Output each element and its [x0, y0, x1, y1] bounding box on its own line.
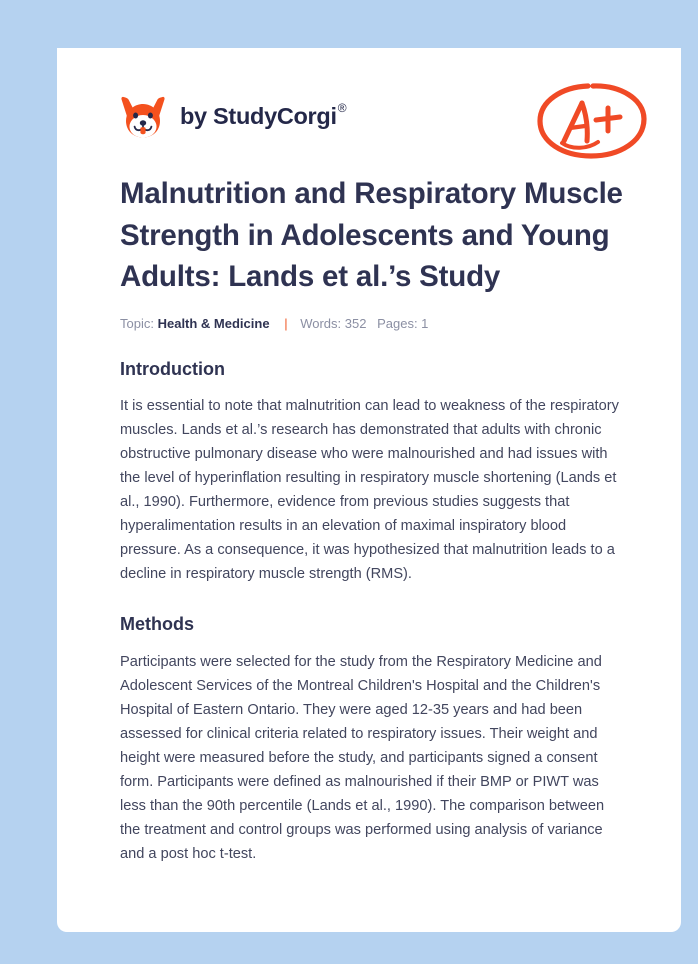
- word-count: Words: 352: [300, 315, 367, 331]
- brand-wordmark: [180, 101, 347, 130]
- topic-label: Topic:: [120, 315, 154, 331]
- registered-trademark-icon: ®: [337, 101, 347, 116]
- document-page: [57, 48, 681, 932]
- section-heading-introduction: Introduction: [120, 359, 225, 380]
- brand-wordmark-text: by StudyCorgi: [180, 103, 337, 130]
- topic-value[interactable]: Health & Medicine: [157, 315, 270, 331]
- document-meta: [120, 316, 628, 332]
- meta-divider: |: [284, 315, 288, 331]
- brand-logo[interactable]: [120, 95, 345, 139]
- section-heading-methods: Methods: [120, 614, 194, 635]
- document-header: [120, 73, 648, 163]
- section-paragraph-methods: Participants were selected for the study from the Respiratory Medicine and Adolescent Services of the Montreal Children's Hospital and the Children's Hospital of Eastern Ontario. They were aged 12-35 years and had been assessed for clinical criteria related to respiratory issues. Their weight and height were measured before the study, and participants signed a consent form. Participants were defined as malnourished if their BMP or PIWT was less than the 90th percentile (Lands et al., 1990). The comparison between the treatment and control groups was performed using analysis of variance and a post hoc t-test.: [120, 653, 605, 862]
- section-paragraph-introduction: It is essential to note that malnutrition can lead to weakness of the respiratory muscles. Lands et al.’s research has demonstrated that adults with chronic obstructive pulmonary disease who were malnourished and had issues with the level of hyperinflation resulting in respiratory muscle shortening (Lands et al., 1990). Furthermore, evidence from previous studies suggests that hyperalimentation results in an elevation of maximal inspiratory blood pressure. As a consequence, it was hypothesized that malnutrition leads to a decline in respiratory muscle strength (RMS).: [120, 398, 619, 583]
- grade-badge-a-plus: [536, 81, 648, 161]
- page-count: Pages: 1: [377, 315, 429, 331]
- page-title: Malnutrition and Respiratory Muscle Strength in Adolescents and Young Adults: Lands et al.’s Study: [120, 177, 623, 293]
- corgi-head-icon: [120, 95, 166, 139]
- document-body: [120, 173, 628, 866]
